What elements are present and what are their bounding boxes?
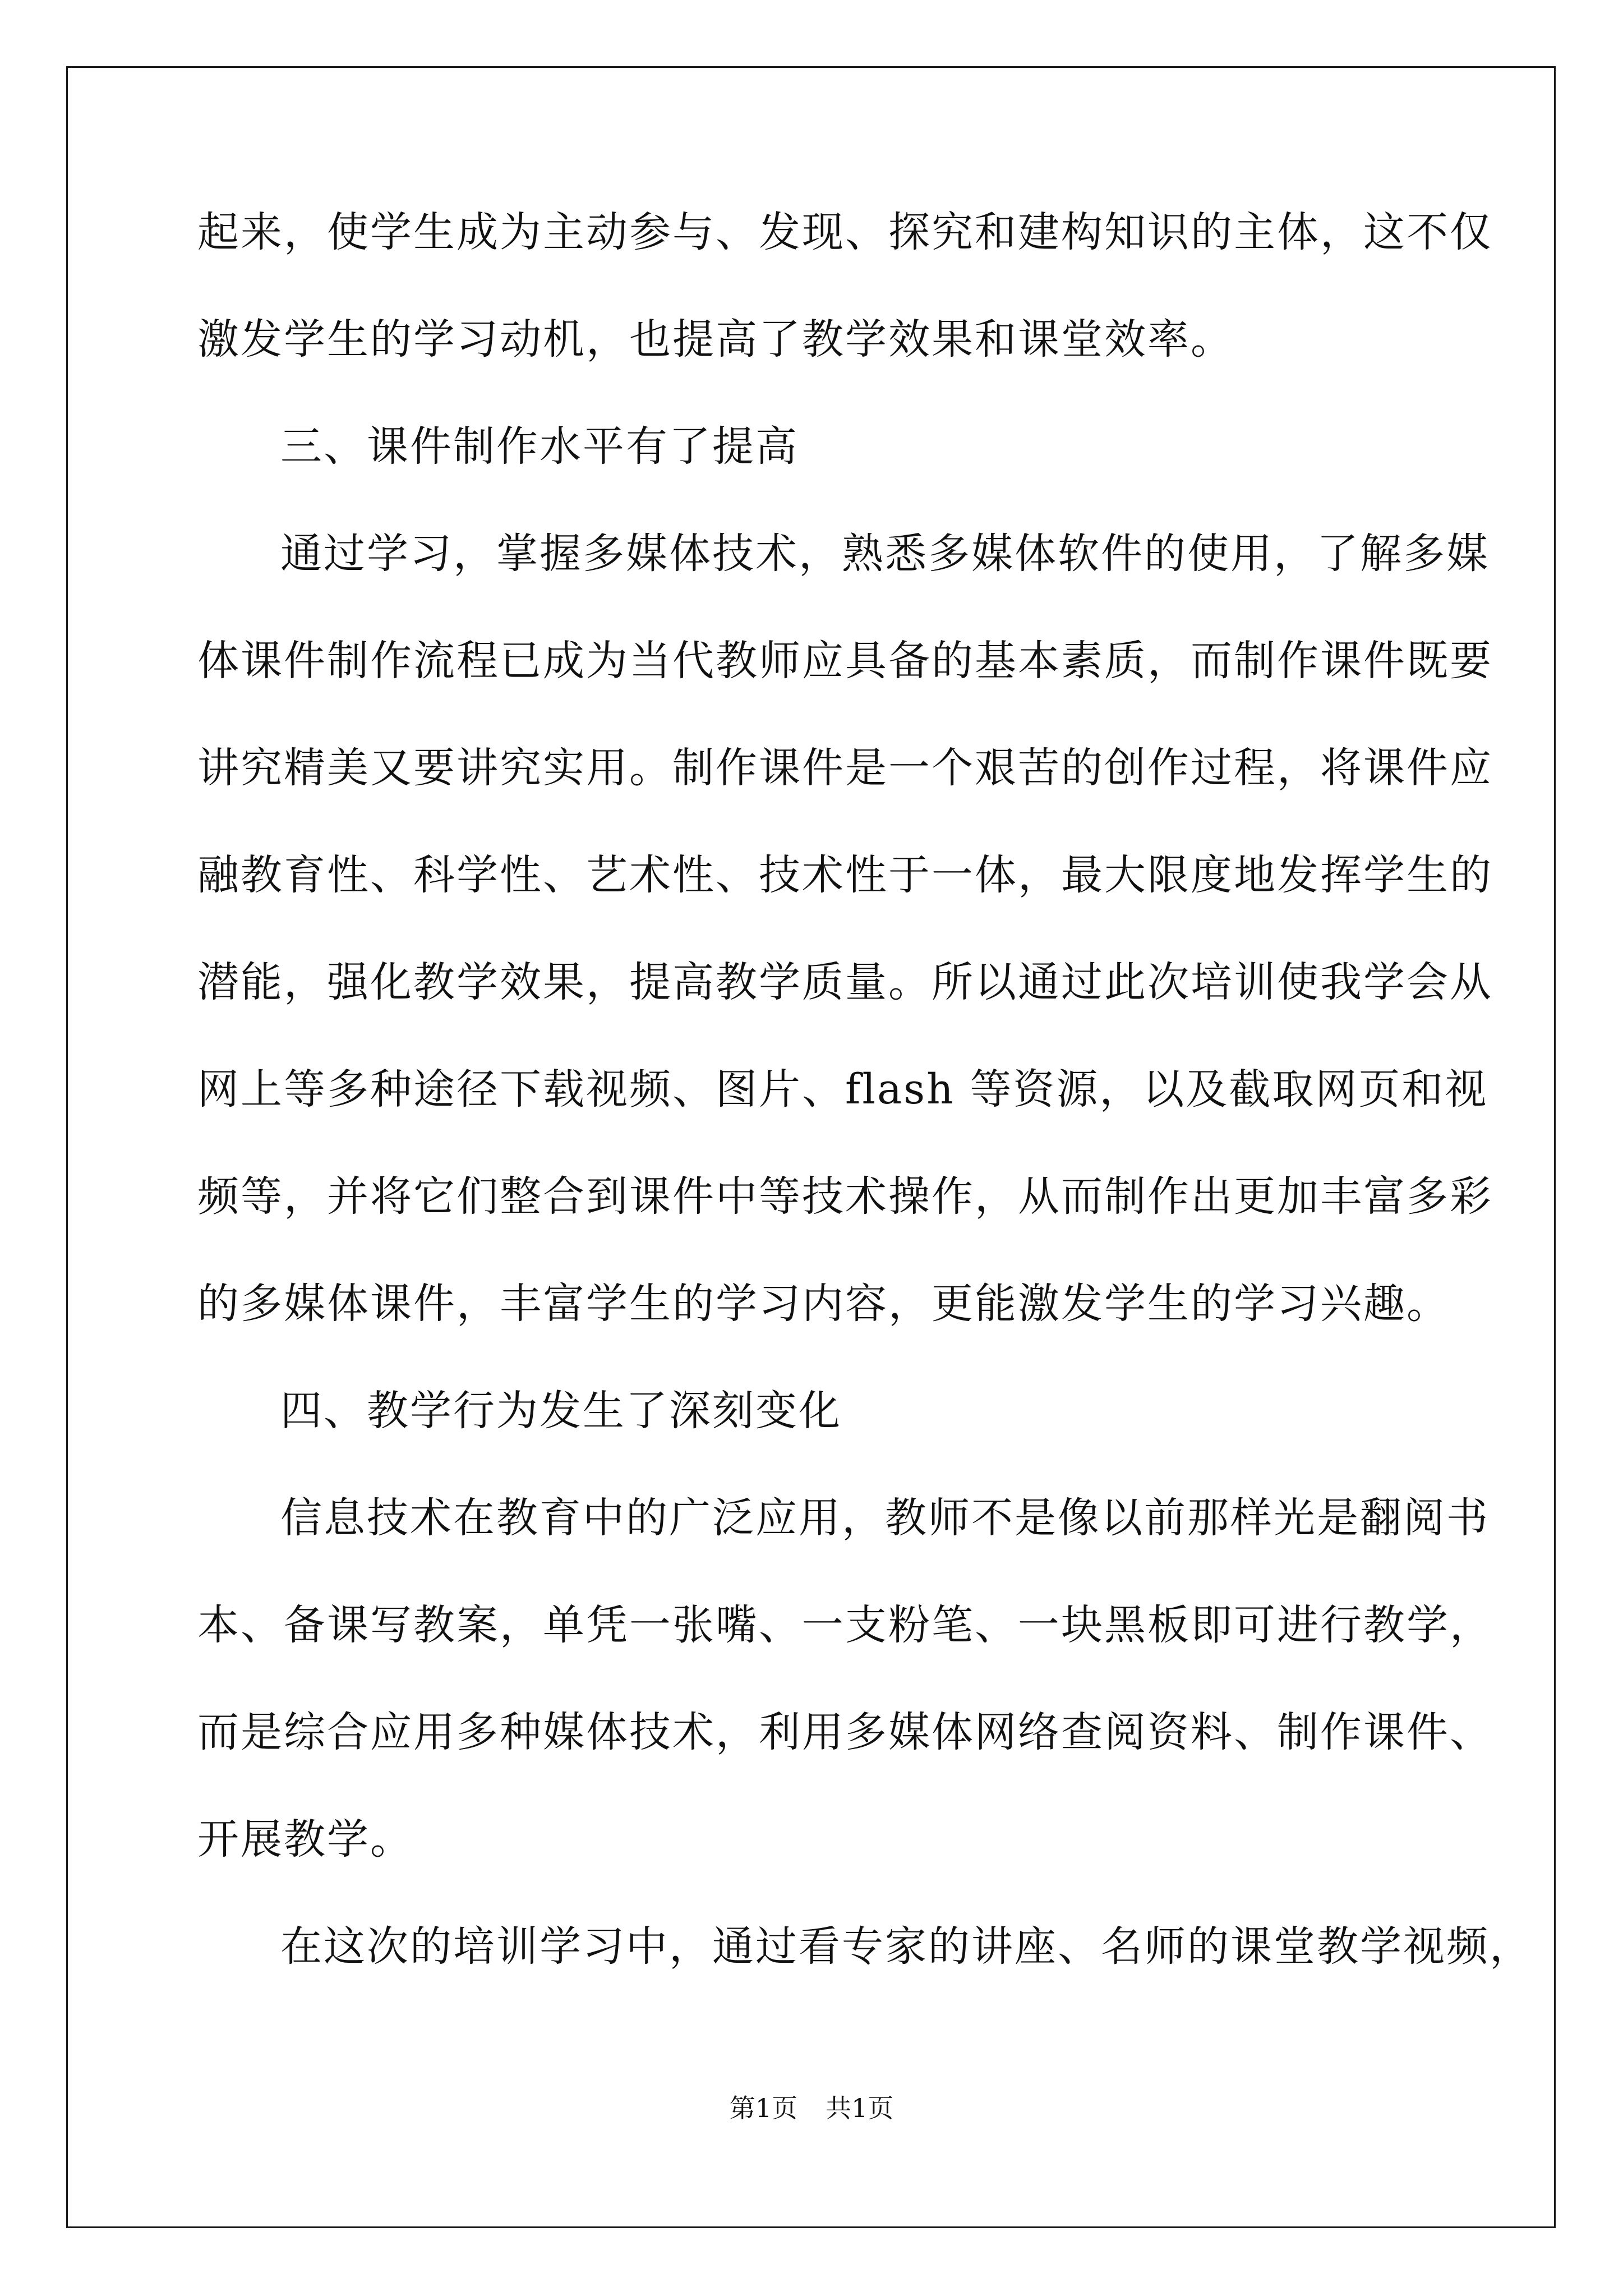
page-footer [0,2091,1623,2125]
text-line: 在这次的培训学习中，通过看专家的讲座、名师的课堂教学视频， [280,1922,1533,1971]
text-line: 本、备课写教案，单凭一张嘴、一支粉笔、一块黑板即可进行教学， [197,1601,1493,1649]
section-heading: 三、课件制作水平有了提高 [280,422,799,471]
text-line: 体课件制作流程已成为当代教师应具备的基本素质，而制作课件既要 [197,637,1493,685]
document-body [197,205,1533,2027]
text-line: 起来，使学生成为主动参与、发现、探究和建构知识的主体，这不仅 [197,208,1493,256]
text-line: 融教育性、科学性、艺术性、技术性于一体，最大限度地发挥学生的 [197,851,1493,899]
text-line: 激发学生的学习动机，也提高了教学效果和课堂效率。 [197,315,1234,364]
text-line: 潜能，强化教学效果，提高教学质量。所以通过此次培训使我学会从 [197,958,1493,1006]
text-line: 的多媒体课件，丰富学生的学习内容，更能激发学生的学习兴趣。 [197,1280,1450,1328]
text-line: 而是综合应用多种媒体技术，利用多媒体网络查阅资料、制作课件、 [197,1708,1493,1756]
section-heading: 四、教学行为发生了深刻变化 [280,1387,842,1435]
text-line: 通过学习，掌握多媒体技术，熟悉多媒体软件的使用，了解多媒 [280,530,1490,578]
text-line: 讲究精美又要讲究实用。制作课件是一个艰苦的创作过程，将课件应 [197,744,1493,792]
text-line: 网上等多种途径下载视频、图片、flash 等资源，以及截取网页和视 [197,1065,1488,1114]
page-number-total: 共1页 [826,2093,894,2123]
page-number-current: 第1页 [729,2093,797,2123]
text-line: 开展教学。 [197,1815,413,1864]
text-line: 频等，并将它们整合到课件中等技术操作，从而制作出更加丰富多彩 [197,1172,1493,1221]
text-line: 信息技术在教育中的广泛应用，教师不是像以前那样光是翻阅书 [280,1494,1490,1542]
